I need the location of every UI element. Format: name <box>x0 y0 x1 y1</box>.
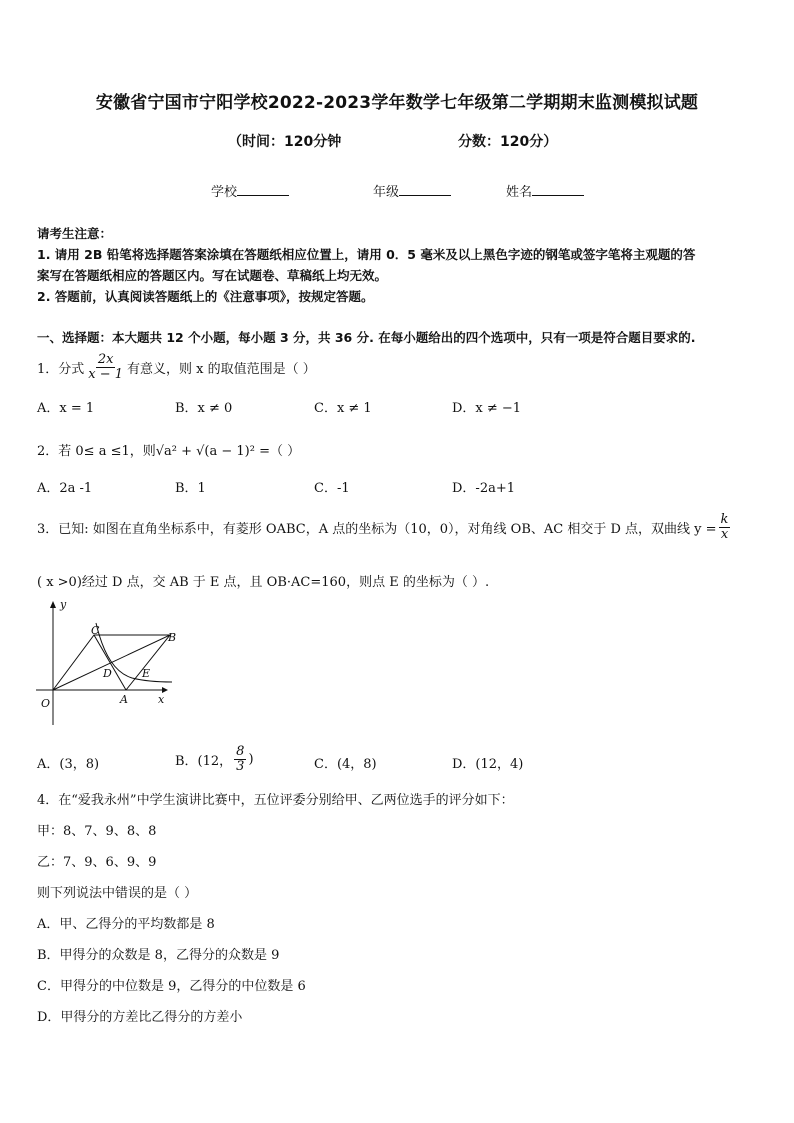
label-x: x <box>158 693 165 706</box>
question-4-stem: 4．在“爱我永州”中学生演讲比赛中，五位评委分别给甲、乙两位选手的评分如下： <box>37 793 514 808</box>
diagonal-ac <box>94 635 126 690</box>
q3-option-b-fraction <box>234 745 246 773</box>
q1-option-d: D．x ≠ −1 <box>452 401 522 416</box>
grade-field <box>373 181 451 200</box>
q2-option-c: C．-1 <box>314 481 350 496</box>
notice-line-1: 1. 请用 2B 铅笔将选择题答案涂填在答题纸相应位置上，请用 0．5 毫米及以上黑色字迹的钢笔或签字笔将主观题的答 <box>37 247 696 262</box>
q2-expression: √a² + √(a − 1)² =（ ） <box>155 444 301 459</box>
q3-option-b <box>175 745 254 773</box>
q4-ask: 则下列说法中错误的是（ ） <box>37 886 198 901</box>
label-o: O <box>41 697 51 710</box>
name-field <box>506 181 584 200</box>
label-b: B <box>168 631 177 644</box>
q3-hyperbola-fraction <box>719 513 731 541</box>
q3-frac-den: x <box>720 526 729 542</box>
school-field <box>211 181 289 200</box>
q3-frac-num: k <box>720 512 729 527</box>
q3-option-d: D．(12，4) <box>452 757 524 772</box>
q4-yi-scores: 乙：7、9、6、9、9 <box>37 855 157 870</box>
q3-option-a: A．(3，8) <box>37 757 100 772</box>
q4-option-a: A．甲、乙得分的平均数都是 8 <box>37 917 215 932</box>
school-blank <box>237 183 289 196</box>
q3-option-b-suffix: ) <box>248 751 254 767</box>
label-c: C <box>91 624 100 637</box>
grade-label: 年级 <box>373 185 400 200</box>
grade-blank <box>399 183 451 196</box>
name-blank <box>532 183 584 196</box>
label-d: D <box>103 667 112 680</box>
q4-option-b: B．甲得分的众数是 8，乙得分的众数是 9 <box>37 948 280 963</box>
label-e: E <box>142 667 151 680</box>
q1-option-a: A．x = 1 <box>37 401 95 416</box>
notice-line-2: 2. 答题前，认真阅读答题纸上的《注意事项》，按规定答题。 <box>37 289 374 304</box>
q3-option-c: C．(4，8) <box>314 757 377 772</box>
notice-line-1b: 案写在答题纸相应的答题区内。写在试题卷、草稿纸上均无效。 <box>37 268 388 283</box>
page-title: 安徽省宁国市宁阳学校2022-2023学年数学七年级第二学期期末监测模拟试题 <box>95 93 699 113</box>
school-label: 学校 <box>211 185 238 200</box>
q3-option-b-num: 8 <box>236 744 245 759</box>
q4-option-c: C．甲得分的中位数是 9，乙得分的中位数是 6 <box>37 979 306 994</box>
q1-fraction <box>86 353 125 381</box>
question-3-stem-line-1 <box>37 513 732 541</box>
q4-jia-scores: 甲：8、7、9、8、8 <box>37 824 157 839</box>
q4-option-d: D．甲得分的方差比乙得分的方差小 <box>37 1010 243 1025</box>
q2-prefix: 2．若 0≤ a ≤1，则 <box>37 444 156 459</box>
y-axis-arrow <box>50 601 56 608</box>
q3-option-b-den: 3 <box>236 758 245 774</box>
q2-option-b: B．1 <box>175 481 206 496</box>
notice-heading: 请考生注意： <box>37 226 113 241</box>
label-a: A <box>120 693 128 706</box>
q1-frac-num: 2x <box>97 352 114 367</box>
q1-prefix: 1．分式 <box>37 361 85 377</box>
question-2-stem <box>37 440 300 459</box>
q1-suffix: 有意义，则 x 的取值范围是（ ） <box>127 361 316 377</box>
q1-option-c: C．x ≠ 1 <box>314 401 372 416</box>
q3-option-b-prefix: B．(12， <box>175 753 233 769</box>
exam-score: 分数：120分） <box>458 134 558 150</box>
q1-frac-den: x − 1 <box>88 366 124 382</box>
question-3-stem-line-2: ( x >0)经过 D 点，交 AB 于 E 点，且 OB·AC=160，则点 E 的坐标为（ ）. <box>37 575 490 590</box>
section-heading: 一、选择题：本大题共 12 个小题，每小题 3 分，共 36 分. 在每小题给出的四个选项中，只有一项是符合题目要求的. <box>37 330 696 345</box>
q3-line-1: 3．已知: 如图在直角坐标系中，有菱形 OABC，A 点的坐标为（10，0），对角线 OB、AC 相交于 D 点，双曲线 y = <box>37 521 717 537</box>
question-1-stem <box>37 353 316 381</box>
rhombus-figure <box>34 595 179 730</box>
label-y: y <box>60 598 67 611</box>
q1-option-b: B．x ≠ 0 <box>175 401 233 416</box>
q2-option-a: A．2a -1 <box>37 481 93 496</box>
name-label: 姓名 <box>506 185 533 200</box>
q2-option-d: D．-2a+1 <box>452 481 516 496</box>
exam-time: （时间：120分钟 <box>228 134 342 150</box>
